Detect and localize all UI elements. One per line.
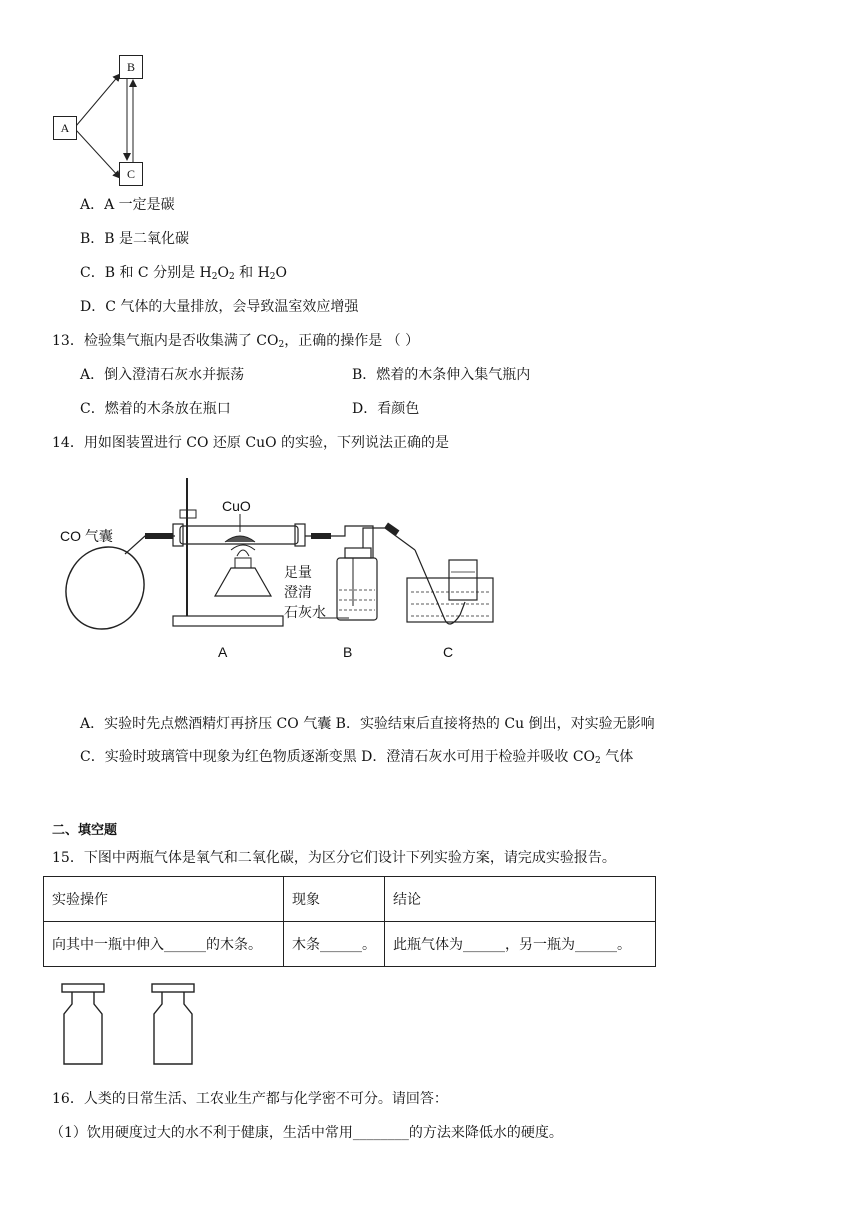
q12-option-d [80, 298, 358, 316]
option-text: 燃着的木条放在瓶口 [104, 401, 231, 417]
option-text: O [217, 265, 229, 281]
option-letter: A． [80, 367, 105, 383]
q12-option-b [80, 230, 189, 248]
node-c: C [119, 162, 143, 186]
question-number: 13． [52, 333, 84, 349]
option-letter: D． [352, 401, 378, 417]
limewater-line: 石灰水 [284, 604, 326, 620]
option-text: O [275, 265, 288, 281]
option-text: C 气体的大量排放，会导致温室效应增强 [105, 299, 359, 315]
subscript: 2 [278, 340, 285, 350]
subscript: 2 [228, 272, 235, 282]
option-letter: B． [352, 367, 377, 383]
q14-options-row2 [80, 748, 633, 770]
q16-part1: （1）饮用硬度过大的水不利于健康，生活中常用________的方法来降低水的硬度。 [50, 1125, 563, 1141]
question-text: ，正确的操作是 （ ） [284, 333, 420, 349]
option-letter: D． [80, 299, 106, 315]
table-header: 结论 [385, 877, 656, 922]
part-label-b: B [343, 644, 353, 660]
experiment-report-table [43, 876, 656, 967]
part-label-c: C [443, 644, 454, 660]
q14-stem [52, 434, 449, 452]
section-title: 二、填空题 [52, 823, 118, 838]
option-letter: C． [80, 401, 105, 417]
question-number: 16． [52, 1091, 84, 1107]
option-letter: C． [80, 265, 105, 281]
option-letter: B． [80, 231, 105, 247]
table-cell: 向其中一瓶中伸入______的木条。 [44, 922, 284, 967]
question-text: 人类的日常生活、工农业生产都与化学密不可分。请回答： [83, 1091, 448, 1107]
q13-stem [52, 332, 419, 354]
subscript: 2 [269, 272, 276, 282]
option-text: B 是二氧化碳 [104, 231, 190, 247]
table-cell: 木条______。 [284, 922, 385, 967]
q16-stem [52, 1090, 448, 1108]
gas-bottle-right [148, 982, 198, 1066]
option-text: 和 H [234, 265, 270, 281]
apparatus-drawing [55, 470, 505, 670]
table-cell: 此瓶气体为______，另一瓶为______。 [385, 922, 656, 967]
table-header: 现象 [284, 877, 385, 922]
cuo-label: CuO [222, 498, 251, 514]
gas-bag-label: CO 气囊 [60, 528, 113, 544]
bottle-drawing [58, 982, 108, 1066]
gas-bottle-left [58, 982, 108, 1066]
option-text: 气体 [600, 749, 634, 765]
option-text: 燃着的木条伸入集气瓶内 [376, 367, 531, 383]
node-b: B [119, 55, 143, 79]
q14-options-row1: A．实验时先点燃酒精灯再挤压 CO 气囊 B．实验结束后直接将热的 Cu 倒出，对实验无影响 [80, 716, 655, 732]
q13-option-c [80, 400, 231, 418]
option-text: 倒入澄清石灰水并振荡 [104, 367, 245, 383]
q13-option-b [352, 366, 530, 384]
limewater-line: 足量 [284, 564, 312, 580]
table-row [44, 922, 656, 967]
option-text: 看颜色 [377, 401, 420, 417]
q15-stem [52, 849, 616, 867]
node-a: A [53, 116, 77, 140]
limewater-label [284, 562, 326, 622]
question-text: 下图中两瓶气体是氧气和二氧化碳，为区分它们设计下列实验方案，请完成实验报告。 [83, 850, 616, 866]
bottle-drawing [148, 982, 198, 1066]
question-text: 检验集气瓶内是否收集满了 CO [83, 333, 279, 349]
q12-option-c [80, 264, 287, 286]
question-number: 15． [52, 850, 84, 866]
q12-option-a [80, 196, 175, 214]
option-text: B 和 C 分别是 H [104, 265, 212, 281]
question-number: 14． [52, 435, 84, 451]
q13-option-d [352, 400, 419, 418]
option-text: A 一定是碳 [104, 197, 175, 213]
subscript: 2 [211, 272, 218, 282]
subscript: 2 [595, 756, 601, 766]
question-text: 用如图装置进行 CO 还原 CuO 的实验，下列说法正确的是 [83, 435, 450, 451]
option-text: C．实验时玻璃管中现象为红色物质逐渐变黑 D．澄清石灰水可用于检验并吸收 CO [80, 749, 596, 765]
option-letter: A． [80, 197, 105, 213]
q13-option-a [80, 366, 244, 384]
table-header: 实验操作 [44, 877, 284, 922]
part-label-a: A [218, 644, 228, 660]
limewater-line: 澄清 [284, 584, 312, 600]
table-header-row [44, 877, 656, 922]
